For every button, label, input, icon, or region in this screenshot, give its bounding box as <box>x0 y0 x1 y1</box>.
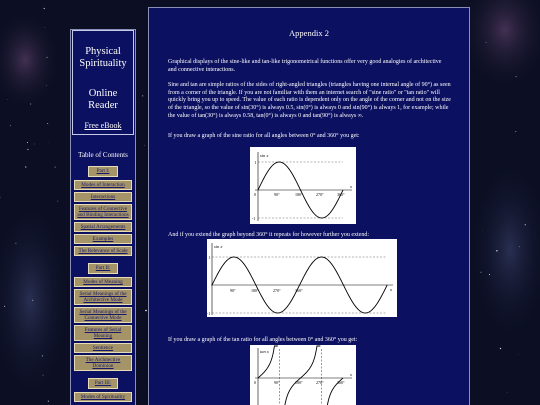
sine-graph-intro: If you draw a graph of the sine ratio for all angles between 0° and 360° you get: <box>168 133 360 139</box>
star <box>515 131 516 132</box>
toc-link-serial-connective[interactable]: Serial Meanings of the Connective Mode <box>74 307 132 323</box>
star <box>525 224 526 225</box>
star <box>44 27 45 28</box>
sidebar <box>70 29 136 405</box>
free-ebook-link[interactable]: Free eBook <box>84 121 122 130</box>
toc-part-3-link[interactable]: Part III: <box>88 378 118 389</box>
sine-graph-0-360 <box>250 147 356 224</box>
tan-graph-x-tick-0: 0 <box>254 380 256 385</box>
star <box>27 142 28 143</box>
star <box>15 243 16 244</box>
intro-paragraph: Graphical displays of the sine-like and tan-like trigonometrical functions offer very good analogies of architective and connective interactions. <box>168 59 442 73</box>
star <box>44 8 45 9</box>
star <box>500 348 501 349</box>
main-content <box>148 7 470 405</box>
extended-sine-y-tick-1: 1 <box>208 255 211 260</box>
star <box>47 123 48 124</box>
sine-graph-x-tick-90: 90° <box>274 192 280 197</box>
sine-graph-x-tick-180: 180° <box>295 192 303 197</box>
star <box>27 149 28 150</box>
extended-sine-graph-intro: And if you extend the graph beyond 360° it repeats for however further you extend: <box>168 232 370 238</box>
toc-link-features-connective-binding[interactable]: Features of Connective and Binding Interactions <box>74 204 132 220</box>
star <box>4 306 5 307</box>
star <box>30 103 31 104</box>
star <box>507 393 508 394</box>
book-subtitle: Online Reader <box>88 88 118 111</box>
star <box>48 143 49 144</box>
star <box>7 99 8 100</box>
star <box>57 201 58 202</box>
toc-link-modes-of-interaction[interactable]: Modes of Interaction <box>74 180 132 190</box>
book-title: Physical Spirituality <box>79 46 127 69</box>
toc-part-2-link[interactable]: Part II: <box>88 263 118 274</box>
sine-graph-y-tick-minus-1: -1 <box>252 216 256 221</box>
toc-link-serial-architective[interactable]: Serial Meanings of the Architective Mode <box>74 289 132 305</box>
toc-heading: Table of Contents <box>78 151 128 159</box>
toc-part-1-link[interactable]: Part I: <box>88 166 118 177</box>
star <box>486 42 487 43</box>
extended-sine-y-label: sin x <box>214 244 223 249</box>
star <box>10 125 11 126</box>
star <box>145 310 147 312</box>
extended-sine-x-tick-270: 270° <box>273 288 281 293</box>
table-of-contents <box>74 166 132 404</box>
star <box>55 167 56 168</box>
tan-graph-x-label: x <box>350 372 352 377</box>
tan-graph-x-tick-270: 270° <box>316 380 324 385</box>
tan-curve <box>258 346 343 405</box>
tan-graph-0-360 <box>250 345 356 405</box>
extended-sine-x-tick-90: 90° <box>230 288 236 293</box>
tan-graph-x-tick-180: 180° <box>295 380 303 385</box>
star <box>516 76 517 77</box>
star <box>47 57 48 58</box>
page-title: Appendix 2 <box>289 28 329 38</box>
toc-link-sentience[interactable]: Sentience <box>74 343 132 353</box>
star <box>32 300 33 301</box>
star <box>43 375 44 376</box>
star <box>34 144 35 145</box>
sine-graph-x-tick-270: 270° <box>316 192 324 197</box>
toc-link-modes-of-spirituality[interactable]: Modes of Spirituality <box>74 392 132 402</box>
tan-graph-x-tick-360: 360° <box>337 380 345 385</box>
star <box>48 401 49 402</box>
extended-sine-x-tick-180: 180° <box>251 288 259 293</box>
star <box>25 166 26 167</box>
star <box>518 354 519 355</box>
extended-sine-x-label: x <box>390 287 392 292</box>
extended-sine-y-tick-minus-1: -1 <box>207 311 211 316</box>
sine-graph-x-tick-0: 0 <box>254 192 256 197</box>
star <box>142 95 143 96</box>
sine-tan-explanation-paragraph: Sine and tan are simple ratios of the sides of right-angled triangles (triangles having one internal angle of 90°) as seen from a corner of the triangle. If you are not familiar with them an internet search of "sine ratio" or "tan ratio" will quickly bring you up to speed. The value of each ratio is dependent only on the angle of the corner and not on the size of the triangle, so the value of sin(30°) is always 0.5, sin(0°) is always 0 and sin(90°) is always 1, for example; while the value of tan(30°) is always 0.58, tan(0°) is always 0 and tan(90°) is always ∞. <box>168 82 451 119</box>
star <box>489 274 490 275</box>
toc-link-examples[interactable]: Examples <box>74 234 132 244</box>
sine-graph-extended <box>207 239 397 317</box>
tan-graph-x-tick-90: 90° <box>274 380 280 385</box>
star <box>46 85 47 86</box>
star <box>496 250 498 252</box>
toc-link-architective-dominion[interactable]: The Architective Dominion <box>74 355 132 371</box>
toc-link-relevance-of-scale[interactable]: The Relevance of Scale <box>74 246 132 256</box>
book-title-box <box>72 30 134 135</box>
star <box>519 246 520 247</box>
sine-graph-x-label: x <box>350 184 352 189</box>
toc-link-interactions[interactable]: Interactions <box>74 192 132 202</box>
star <box>481 272 482 273</box>
extended-sine-x-tick-360: 360° <box>295 288 303 293</box>
toc-link-spatial-arrangements[interactable]: Spatial Arrangements <box>74 222 132 232</box>
tan-graph-intro: If you draw a graph of the tan ratio for all angles between 0° and 360° you get: <box>168 337 358 343</box>
star <box>144 145 145 146</box>
toc-link-features-serial-meaning[interactable]: Features of Serial Meaning <box>74 325 132 341</box>
tan-graph-y-label: tan x <box>260 349 269 354</box>
sine-graph-x-tick-360: 360° <box>337 192 345 197</box>
sine-graph-y-label: sin x <box>260 153 269 158</box>
star <box>42 355 43 356</box>
sine-graph-y-tick-1: 1 <box>254 160 257 165</box>
toc-link-modes-of-meaning[interactable]: Modes of Meaning <box>74 277 132 287</box>
star <box>483 230 484 231</box>
